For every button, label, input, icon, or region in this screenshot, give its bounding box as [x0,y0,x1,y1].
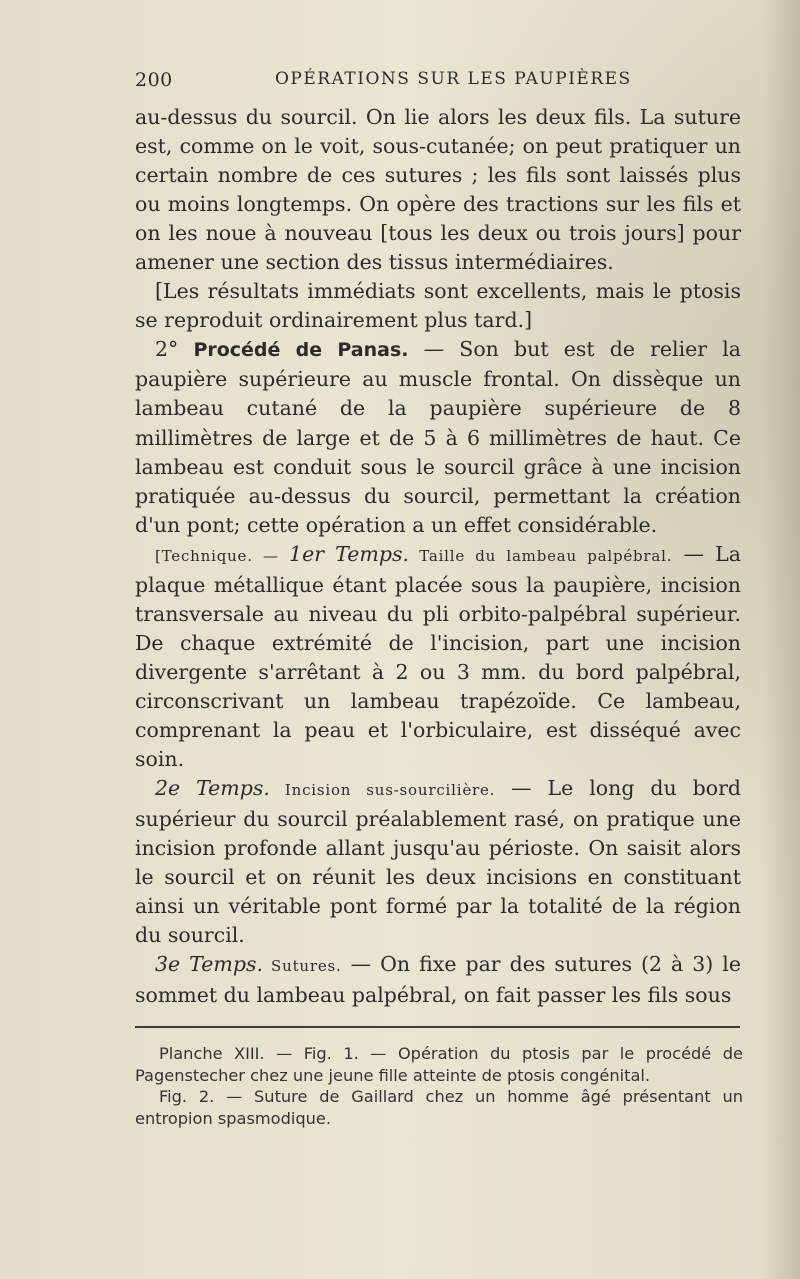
footnote-line-1: Planche XIII. — Fig. 1. — Opération du ptosis par le procédé de Pagenstecher chez une jeune fille atteinte de ptosis congénital. [135,1044,743,1085]
paragraph-temps-2 [135,774,741,950]
paragraph-text: — La plaque métallique étant placée sous la paupière, incision transversale au niveau du pli orbito-palpébral supérieur. De chaque extrémité de l'incision, part une incision divergente s'arrêtant à 2 ou 3 mm. du bord palpébral, circonscrivant un lambeau trapézoïde. Ce lambeau, comprenant la peau et l'orbiculaire, est disséqué avec soin. [135,541,741,772]
paragraph-text: — Le long du bord supérieur du sourcil préalablement rasé, on pratique une incision profonde allant jusqu'au périoste. On saisit alors le sourcil et on réunit les deux incisions en constituant ainsi un véritable pont formé par la totalité de la région du sourcil. [135,776,742,948]
temps-label: 2e Temps. [155,776,270,801]
temps-title: Taille du lambeau palpébral. [408,546,673,565]
paragraph-text: — On fixe par des sutures (2 à 3) le sommet du lambeau palpébral, on fait passer les fils sous [135,952,741,1008]
temps-label: 1er Temps. [289,541,409,566]
page-header [135,69,740,99]
footnote-line-2: Fig. 2. — Suture de Gaillard chez un homme âgé présentant un entropion spasmodique. [135,1087,743,1128]
temps-label: 3e Temps. [155,952,263,977]
footnote [135,1043,743,1129]
page-number: 200 [135,69,173,91]
paragraph-2: [Les résultats immédiats sont excellents, mais le ptosis se reproduit ordinairement plus tard.] [135,279,741,333]
running-title: OPÉRATIONS SUR LES PAUPIÈRES [275,69,632,89]
paragraph-procede-panas [135,335,741,539]
page-edge-shadow [762,0,800,1279]
paragraph-temps-1 [135,540,741,774]
section-heading: Procédé de Panas. [193,339,409,362]
footnote-rule [135,1026,740,1028]
temps-title: Sutures. [263,957,342,976]
technique-label: [Technique. — [155,546,290,565]
paragraph-1: au-dessus du sourcil. On lie alors les deux fils. La suture est, comme on le voit, sous-cutanée; on peut pratiquer un certain nombre de ces sutures ; les fils sont laissés plus ou moins longtemps. On opère des tractions sur les fils et on les noue à nouveau [tous les deux ou trois jours] pour amener une section des tissus intermédiaires. [135,105,741,275]
temps-title: Incision sus-sourcilière. [269,781,496,800]
paragraph-text: — Son but est de relier la paupière supérieure au muscle frontal. On dissèque un lambeau cutané de la paupière supérieure de 8 millimètres de large et de 5 à 6 millimètres de haut. Ce lambeau est conduit sous le sourcil grâce à une incision pratiquée au-dessus du sourcil, permettant la création d'un pont; cette opération a un effet considérable. [135,337,742,537]
body-text [135,103,741,1010]
section-number: 2° [155,337,194,362]
paragraph-temps-3 [135,950,741,1010]
